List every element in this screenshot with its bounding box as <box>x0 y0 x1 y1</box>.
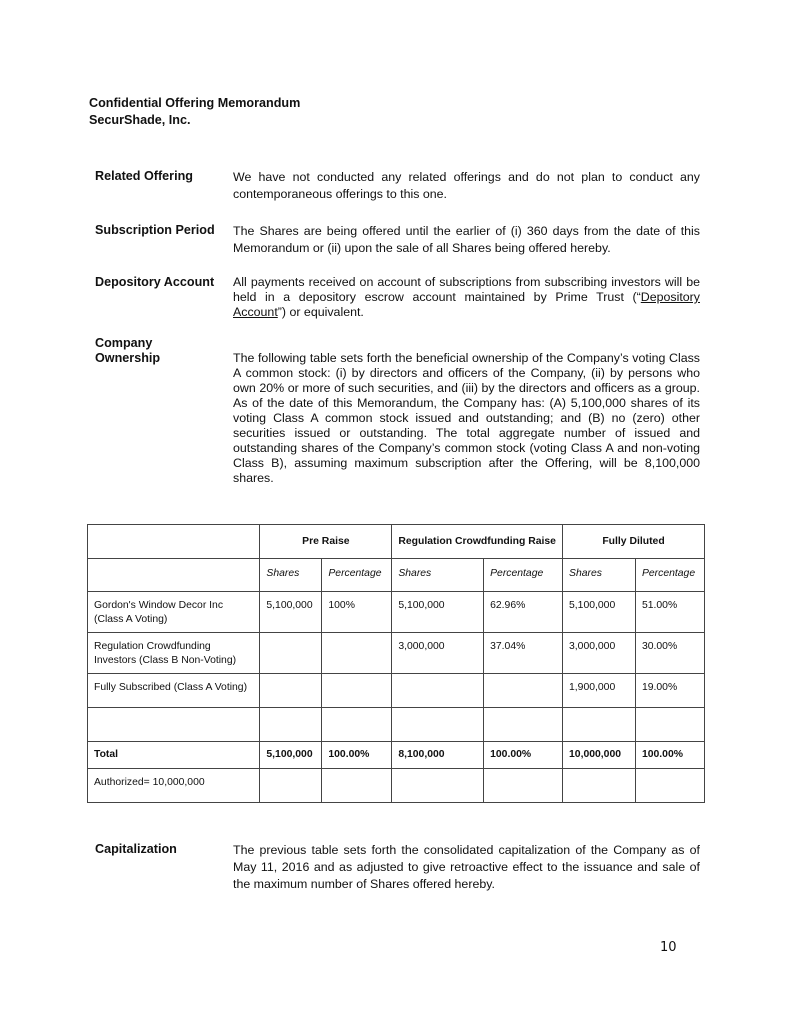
table-total-row <box>88 742 705 769</box>
table-cell <box>563 708 636 742</box>
table-cell <box>392 769 484 803</box>
page-number: 10 <box>660 940 677 955</box>
company-label: Company <box>95 336 153 350</box>
table-cell <box>322 769 392 803</box>
depository-account-text <box>233 275 700 320</box>
table-row <box>88 769 705 803</box>
table-cell: 100.00% <box>484 742 563 769</box>
subheader: Shares <box>392 559 484 592</box>
capitalization-text: The previous table sets forth the consolidated capitalization of the Company as of May 11, 2016 and as adjusted to give retroactive effect to the issuance and sale of the maximum number of Shares offered hereby. <box>233 843 700 891</box>
table-cell <box>322 708 392 742</box>
table-cell <box>484 708 563 742</box>
subheader: Shares <box>260 559 322 592</box>
table-row <box>88 633 705 674</box>
table-cell <box>392 708 484 742</box>
table-cell: 5,100,000 <box>563 592 636 633</box>
subheader: Shares <box>563 559 636 592</box>
ownership-table <box>87 524 705 803</box>
row-name: Regulation Crowdfunding Investors (Class B Non-Voting) <box>88 633 260 674</box>
group-header: Pre Raise <box>260 525 392 559</box>
subheader: Percentage <box>635 559 704 592</box>
related-offering-text: We have not conducted any related offerings and do not plan to conduct any contemporaneous offerings to this one. <box>233 170 700 201</box>
table-cell: 5,100,000 <box>260 742 322 769</box>
related-offering-label: Related Offering <box>95 169 193 183</box>
table-cell <box>392 674 484 708</box>
row-name: Gordon's Window Decor Inc (Class A Voting) <box>88 592 260 633</box>
table-cell: 19.00% <box>635 674 704 708</box>
group-header: Regulation Crowdfunding Raise <box>392 525 563 559</box>
subheader: Percentage <box>484 559 563 592</box>
table-cell <box>260 633 322 674</box>
row-name <box>88 708 260 742</box>
table-cell <box>88 559 260 592</box>
table-cell: 30.00% <box>635 633 704 674</box>
depository-text-part: All payments received on account of subscriptions from subscribing investors will be held in a depository escrow account maintained by Prime Trust (“ <box>233 275 700 304</box>
table-cell <box>484 674 563 708</box>
subscription-period-label: Subscription Period <box>95 223 215 237</box>
table-cell: 100% <box>322 592 392 633</box>
table-cell: 100.00% <box>635 742 704 769</box>
table-cell <box>260 769 322 803</box>
depository-account-label: Depository Account <box>95 275 215 289</box>
table-cell <box>635 708 704 742</box>
capitalization-label: Capitalization <box>95 842 177 856</box>
table-cell: 5,100,000 <box>392 592 484 633</box>
table-cell <box>322 674 392 708</box>
company-name: SecurShade, Inc. <box>89 113 191 127</box>
table-cell: 10,000,000 <box>563 742 636 769</box>
subscription-period-text: The Shares are being offered until the earlier of (i) 360 days from the date of this Memorandum or (ii) upon the sale of all Shares being offered hereby. <box>233 224 700 255</box>
table-cell: 3,000,000 <box>392 633 484 674</box>
table-cell: 8,100,000 <box>392 742 484 769</box>
table-cell: 1,900,000 <box>563 674 636 708</box>
ownership-label: Ownership <box>95 351 161 365</box>
table-row <box>88 674 705 708</box>
table-cell <box>260 674 322 708</box>
table-row <box>88 592 705 633</box>
table-group-header-row <box>88 525 705 559</box>
depository-text-part: ”) or equivalent. <box>277 305 364 319</box>
table-cell: 3,000,000 <box>563 633 636 674</box>
table-row-empty <box>88 708 705 742</box>
row-name: Authorized= 10,000,000 <box>88 769 260 803</box>
table-cell: 37.04% <box>484 633 563 674</box>
table-cell <box>260 708 322 742</box>
table-cell <box>635 769 704 803</box>
table-cell <box>484 769 563 803</box>
table-cell: 51.00% <box>635 592 704 633</box>
group-header: Fully Diluted <box>563 525 705 559</box>
row-name: Fully Subscribed (Class A Voting) <box>88 674 260 708</box>
subheader: Percentage <box>322 559 392 592</box>
table-cell <box>563 769 636 803</box>
table-cell: 100.00% <box>322 742 392 769</box>
depository-account-term: Depository Account <box>233 290 700 319</box>
ownership-text: The following table sets forth the beneficial ownership of the Company’s voting Class A common stock: (i) by directors and officers of the Company, (ii) by persons who own 20% or more of such securities, and (iii) by the directors and officers as a group. As of the date of this Memorandum, the Company has: (A) 5,100,000 shares of its voting Class A common stock issued and outstanding; and (B) no (zero) other securities issued or outstanding. The total aggregate number of issued and outstanding shares of the Company’s common stock (voting Class A and non-voting Class B), assuming maximum subscription after the Offering, will be 8,100,000 shares. <box>233 351 700 485</box>
table-cell: 62.96% <box>484 592 563 633</box>
table-cell <box>322 633 392 674</box>
table-cell: 5,100,000 <box>260 592 322 633</box>
table-cell <box>88 525 260 559</box>
table-subheader-row <box>88 559 705 592</box>
document-title: Confidential Offering Memorandum <box>89 96 301 110</box>
row-name: Total <box>88 742 260 769</box>
